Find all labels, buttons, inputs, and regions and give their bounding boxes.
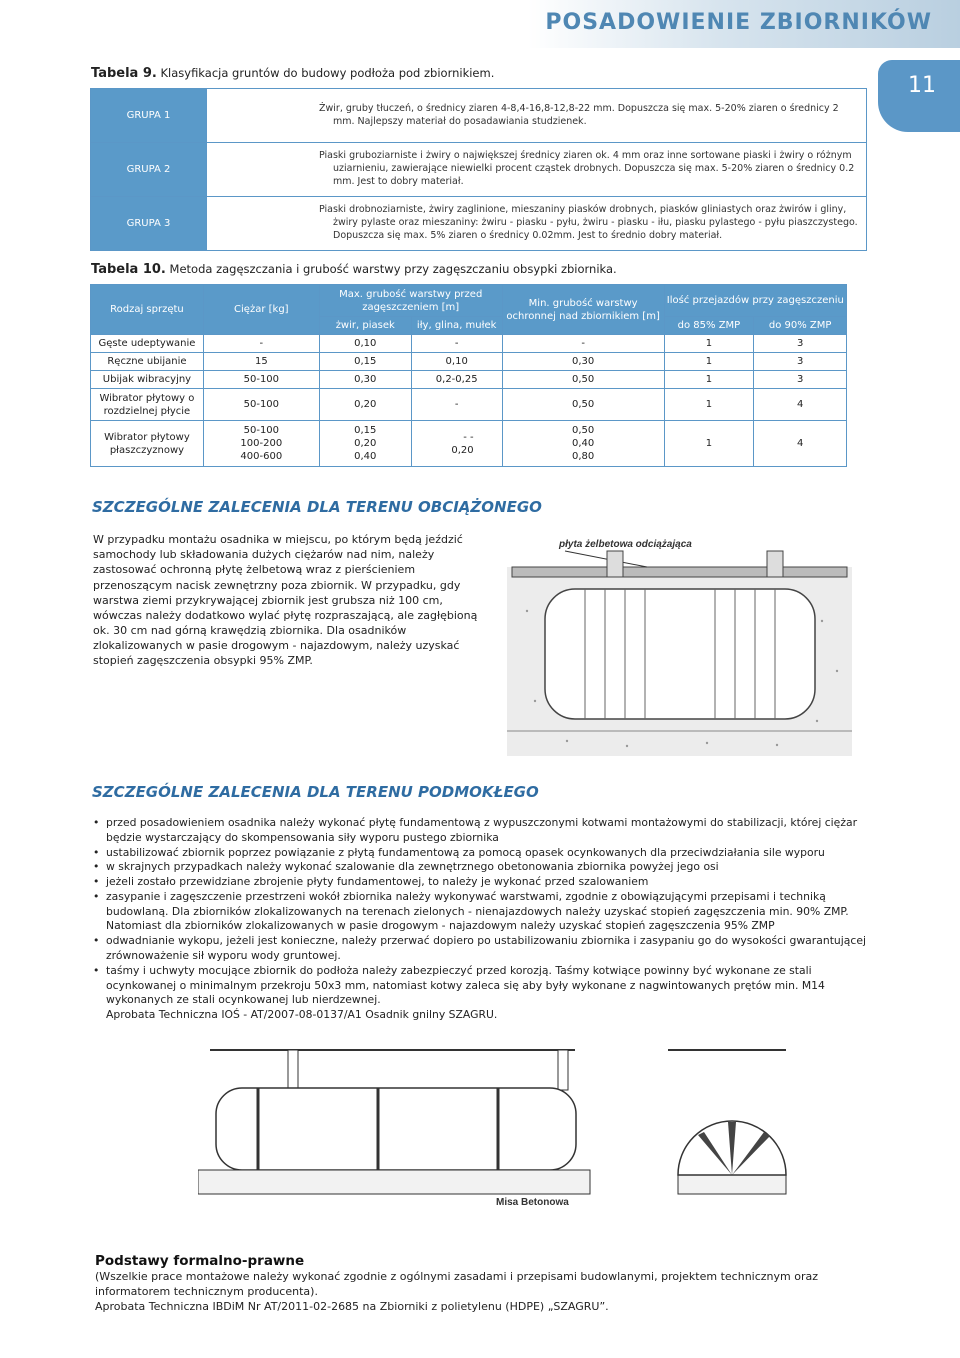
legal-heading: Podstawy formalno-prawne <box>95 1253 305 1269</box>
cell-gravel: 0,30 <box>319 371 411 389</box>
table-row <box>91 143 867 197</box>
riser-left <box>288 1050 298 1090</box>
table10-title <box>91 262 617 277</box>
group-cell: GRUPA 1 <box>91 89 207 143</box>
group-description: Żwir, gruby tłuczeń, o średnicy ziaren 4-8,4-16,8-12,8-22 mm. Dopuszcza się max. 5-20% ziaren o średnicy 2 mm. Najlepszy materiał do posadawiania studzienek. <box>207 89 867 143</box>
soil-classification-table <box>90 88 867 251</box>
table-row <box>91 389 847 421</box>
cell-gravel: 0,20 <box>319 389 411 421</box>
cell-equipment: Gęste udeptywanie <box>91 335 204 353</box>
table-row <box>91 421 847 467</box>
header-max-thickness: Max. grubość warstwy przed zagęszczeniem [m] <box>319 285 502 317</box>
cell-cover: 0,50 0,40 0,80 <box>502 421 664 467</box>
concrete-base-left <box>198 1170 590 1194</box>
page-number: 11 <box>908 73 936 98</box>
wet-terrain-list <box>93 816 873 1023</box>
header-clay: iły, glina, mułek <box>411 317 502 335</box>
header-min-cover: Min. grubość warstwy ochronnej nad zbiornikiem [m] <box>502 285 664 335</box>
list-item: • jeżeli zostało przewidziane zbrojenie płyty fundamentowej, to należy je wykonać przed szalowaniem <box>93 875 873 890</box>
cell-equipment: Ubijak wibracyjny <box>91 371 204 389</box>
slab-leader-line <box>565 551 647 567</box>
legal-text <box>95 1270 855 1315</box>
cell-p90: 3 <box>754 335 847 353</box>
table10-label: Tabela 10. <box>91 262 166 277</box>
tank-side-view <box>216 1088 576 1170</box>
load-slab-figure <box>507 531 852 756</box>
cell-clay: 0,2-0,25 <box>411 371 502 389</box>
header-zmp85: do 85% ZMP <box>664 317 754 335</box>
cell-clay: 0,10 <box>411 353 502 371</box>
approval-note: Aprobata Techniczna IOŚ - AT/2007-08-0137/A1 Osadnik gnilny SZAGRU. <box>106 1008 498 1022</box>
table-row <box>91 197 867 251</box>
cell-weight: 50-100 <box>203 389 319 421</box>
cell-p85: 1 <box>664 353 754 371</box>
list-item: • odwadnianie wykopu, jeżeli jest konieczne, należy przerwać dopiero po ustabilizowaniu zbiornika i zasypaniu go do wysokości gwarantującej zrównoważenie sił wyporu wody gruntowej. <box>93 934 873 964</box>
cell-gravel: 0,10 <box>319 335 411 353</box>
header-weight: Ciężar [kg] <box>203 285 319 335</box>
riser-right <box>767 551 783 577</box>
list-item: • ustabilizować zbiornik poprzez powiązanie z płytą fundamentową za pomocą opasek ocynkowanych dla przeciwdziałania sile wyporu <box>93 846 873 861</box>
group-description: Piaski gruboziarniste i żwiry o największej średnicy ziaren ok. 4 mm oraz inne sortowane piaski i żwiry o różnym uziarnieniu, zawierające niewielki procent cząstek drobnych. Dopuszcza się max. 5-20% ziaren o średnicy 0.2 mm. Jest to dobry materiał. <box>207 143 867 197</box>
riser-left <box>607 551 623 577</box>
page-header-title: POSADOWIENIE ZBIORNIKÓW <box>545 10 932 35</box>
cell-weight: 50-100 <box>203 371 319 389</box>
cell-p90: 3 <box>754 353 847 371</box>
compaction-table <box>90 284 847 467</box>
legal-approval: Aprobata Techniczna IBDiM Nr AT/2011-02-2685 na Zbiorniki z polietylenu (HDPE) „SZAGRU”. <box>95 1299 609 1313</box>
group-description: Piaski drobnoziarniste, żwiry zaglinione, mieszaniny piasków drobnych, piasków gliniastych oraz żwirów i gliny, żwiry pylaste oraz mieszaniny: żwiru - piasku - pyłu, żwiru - piasku - iłu, piasku pylastego - pyłu piaszczystego. Dopuszcza się max. 5% ziaren o średnicy 0.02mm. Jest to średnio dobry materiał. <box>207 197 867 251</box>
table-row <box>91 335 847 353</box>
wet-terrain-heading: SZCZEGÓLNE ZALECENIA DLA TERENU PODMOKŁEGO <box>92 783 539 801</box>
cell-p85: 1 <box>664 335 754 353</box>
table9-label: Tabela 9. <box>91 66 157 81</box>
table10-caption: Metoda zagęszczania i grubość warstwy przy zagęszczaniu obsypki zbiornika. <box>169 262 617 276</box>
table9-title <box>91 66 494 81</box>
list-item: • przed posadowieniem osadnika należy wykonać płytę fundamentową z wypuszczonymi kotwami montażowymi do stabilizacji, której ciężar będzie wystarczający do skompensowania siły wyporu pustego zbiornika <box>93 816 873 846</box>
legal-paragraph: (Wszelkie prace montażowe należy wykonać zgodnie z ogólnymi zasadami i przepisami budowlanymi, projektem technicznym oraz informatorem technicznym producenta). <box>95 1270 818 1298</box>
cell-p85: 1 <box>664 389 754 421</box>
cell-weight: 15 <box>203 353 319 371</box>
cell-p90: 3 <box>754 371 847 389</box>
cell-clay: - <box>411 389 502 421</box>
cell-p90: 4 <box>754 389 847 421</box>
cell-cover: 0,50 <box>502 389 664 421</box>
group-cell: GRUPA 3 <box>91 197 207 251</box>
list-item: • zasypanie i zagęszczenie przestrzeni wokół zbiornika należy wykonywać warstwami, zgodnie z obowiązującymi przepisami i techniką budowlaną. Dla zbiorników zlokalizowanych na terenach zielonych - nienajazdowych należy uzyskać stopień zagęszczenia min. 90% ZMP. Natomiast dla zbiorników zlokalizowanych w pasie drogowym - najazdowym należy uzyskać stopień zagęszczenia 95% ZMP <box>93 890 873 934</box>
loaded-terrain-heading: SZCZEGÓLNE ZALECENIA DLA TERENU OBCIĄŻONEGO <box>92 498 542 516</box>
cell-p90: 4 <box>754 421 847 467</box>
cell-clay: - <box>411 335 502 353</box>
cell-weight: 50-100 100-200 400-600 <box>203 421 319 467</box>
cell-gravel: 0,15 0,20 0,40 <box>319 421 411 467</box>
concrete-slab <box>512 567 847 577</box>
cell-equipment: Wibrator płytowy o rozdzielnej płycie <box>91 389 204 421</box>
cell-equipment: Ręczne ubijanie <box>91 353 204 371</box>
table-row <box>91 371 847 389</box>
header-equipment: Rodzaj sprzętu <box>91 285 204 335</box>
group-cell: GRUPA 2 <box>91 143 207 197</box>
cell-cover: - <box>502 335 664 353</box>
concrete-base-figure <box>198 1040 788 1225</box>
cell-equipment: Wibrator płytowy płaszczyznowy <box>91 421 204 467</box>
table-row <box>91 89 867 143</box>
cell-weight: - <box>203 335 319 353</box>
table-row <box>91 353 847 371</box>
table9-caption: Klasyfikacja gruntów do budowy podłoża pod zbiornikiem. <box>160 66 495 80</box>
base-label: Misa Betonowa <box>496 1197 569 1208</box>
cell-gravel: 0,15 <box>319 353 411 371</box>
cell-cover: 0,30 <box>502 353 664 371</box>
cell-clay: - - 0,20 <box>411 421 502 467</box>
riser-right <box>558 1050 568 1090</box>
list-item: • w skrajnych przypadkach należy wykonać szalowanie dla zewnętrznego obetonowania zbiornika powyżej jego osi <box>93 860 873 875</box>
header-zmp90: do 90% ZMP <box>754 317 847 335</box>
header-passes: Ilość przejazdów przy zagęszczeniu <box>664 285 846 317</box>
cell-p85: 1 <box>664 371 754 389</box>
loaded-terrain-text: W przypadku montażu osadnika w miejscu, po którym będą jeździć samochody lub składowania dużych ciężarów nad nim, należy zastosować ochronną płytę żelbetową wraz z pierścieniem przenoszącym nacisk zewnętrzny poza zbiornik. W przypadku, gdy warstwa ziemi przykrywającej zbiornik jest grubsza niż 100 cm, wówczas należy dodatkowo wylać płytę rozpraszającą, ale zagłębioną ok. 30 cm nad górną krawędzią zbiornika. Dla osadników zlokalizowanych w pasie drogowym - najazdowym, należy uzyskać stopień zagęszczenia obsypki 95% ZMP. <box>93 533 478 668</box>
header-gravel-sand: żwir, piasek <box>319 317 411 335</box>
slab-label: płyta żelbetowa odciążająca <box>559 539 692 550</box>
cell-p85: 1 <box>664 421 754 467</box>
list-item: • taśmy i uchwyty mocujące zbiornik do podłoża należy zabezpieczyć przed korozją. Taśmy kotwiące powinny być wykonane ze stali ocynkowanej o minimalnym przekroju 50x3 mm, natomiast kotwy zaleca się aby były wykonane z nagwintowanych prętów min. M14 wykonanych ze stali ocynkowanej lub nierdzewnej. <box>93 964 873 1008</box>
cell-cover: 0,50 <box>502 371 664 389</box>
